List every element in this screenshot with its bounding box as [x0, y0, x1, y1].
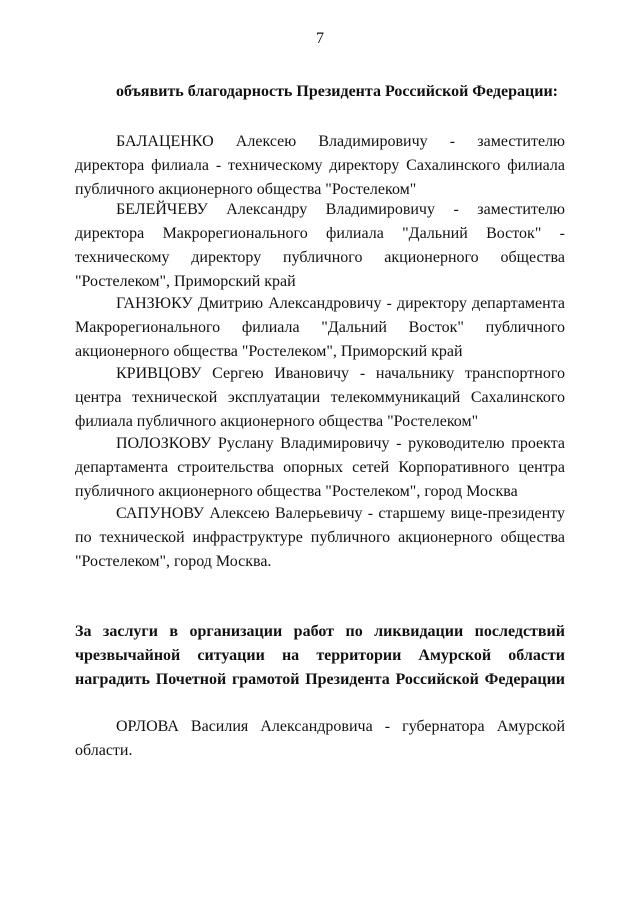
section-heading-certificate: За заслуги в организации работ по ликвидации последствий чрезвычайной ситуации на территории Амурской области наградить Почетной грамотой Президента Российской Федерации — [75, 623, 565, 688]
paragraph-ganzyuk: ГАНЗЮКУ Дмитрию Александровичу - директору департамента Макрорегионального филиала "Дальний Восток" публичного акционерного общества "Ростелеком", Приморский край — [75, 295, 565, 360]
paragraph-orlov: ОРЛОВА Василия Александровича - губернатора Амурской области. — [75, 718, 565, 759]
paragraph-polozkov: ПОЛОЗКОВУ Руслану Владимировичу - руководителю проекта департамента строительства опорных сетей Корпоративного центра публичного акционерного общества "Ростелеком", город Москва — [75, 435, 565, 500]
page-number: 7 — [316, 30, 324, 47]
paragraph-balatsenko: БАЛАЦЕНКО Алексею Владимировичу - заместителю директора филиала - техническому директору Сахалинского филиала публичного акционерного общества "Ростелеком" — [75, 133, 565, 198]
paragraph-krivtsov: КРИВЦОВУ Сергею Ивановичу - начальнику транспортного центра технической эксплуатации телекоммуникаций Сахалинского филиала публичного акционерного общества "Ростелеком" — [75, 365, 565, 430]
section-heading-gratitude: объявить благодарность Президента Российской Федерации: — [116, 83, 558, 100]
paragraph-sapunov: САПУНОВУ Алексею Валерьевичу - старшему вице-президенту по технической инфраструктуре публичного акционерного общества "Ростелеком", город Москва. — [75, 505, 565, 570]
paragraph-beleychev: БЕЛЕЙЧЕВУ Александру Владимировичу - заместителю директора Макрорегионального филиала "Дальний Восток" - техническому директору публичного акционерного общества "Ростелеком", Приморский край — [75, 201, 565, 290]
